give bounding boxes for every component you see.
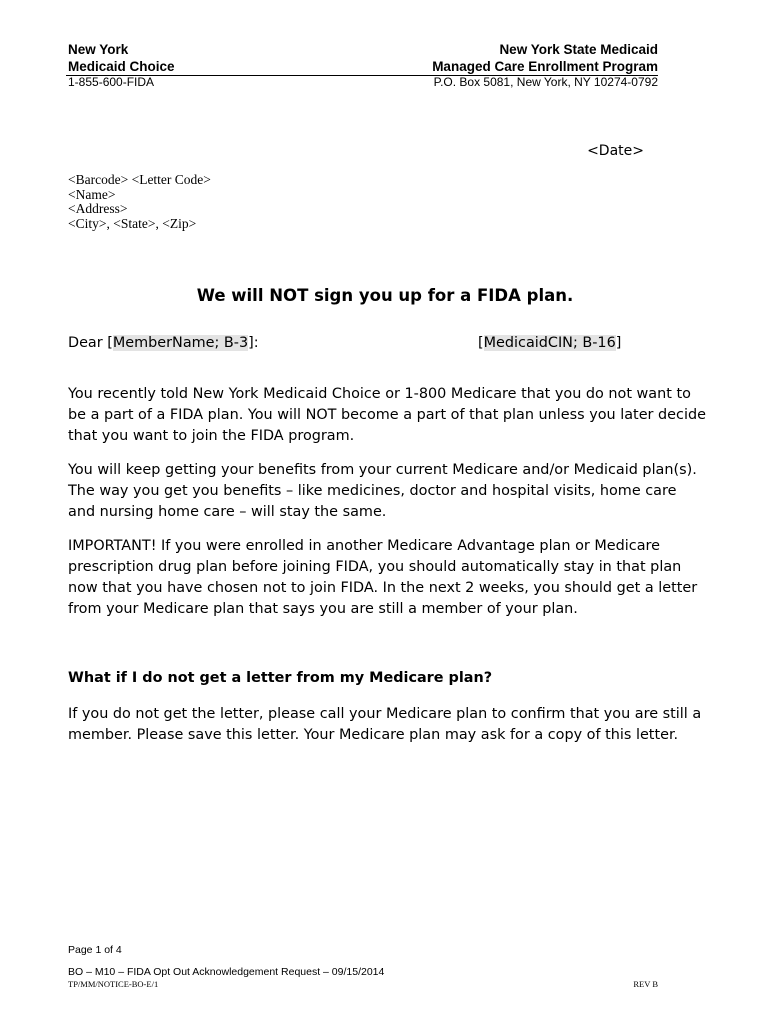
cin-open-bracket: [	[478, 335, 484, 351]
address-line-barcode: <Barcode> <Letter Code>	[68, 172, 211, 187]
program-block	[318, 41, 658, 90]
section-heading: What if I do not get a letter from my Medicare plan?	[68, 670, 493, 686]
paragraph-benefits: You will keep getting your benefits from your current Medicare and/or Medicaid plan(s). The way you get you benefits – like medicines, doctor and hospital visits, home care and nursing home care – will stay the same.	[68, 462, 697, 520]
date-placeholder: <Date>	[587, 143, 644, 159]
form-identifier: BO – M10 – FIDA Opt Out Acknowledgement Request – 09/15/2014	[68, 966, 385, 978]
sender-name-line1: New York	[68, 42, 129, 57]
salutation	[68, 333, 259, 354]
paragraph-no-letter: If you do not get the letter, please call your Medicare plan to confirm that you are still a member. Please save this letter. Your Medicare plan may ask for a copy of this letter.	[68, 706, 702, 743]
address-line-city: <City>, <State>, <Zip>	[68, 215, 197, 231]
sender-phone: 1-855-600-FIDA	[68, 75, 155, 89]
program-name-line2: Managed Care Enrollment Program	[432, 59, 658, 74]
sender-name-line2: Medicaid Choice	[68, 59, 175, 74]
notice-code: TP/MM/NOTICE-BO-E/1	[68, 979, 159, 989]
page-number: Page 1 of 4	[68, 944, 122, 956]
member-name-field: MemberName; B-3	[112, 335, 249, 351]
header-divider	[66, 75, 658, 76]
salutation-suffix: ]:	[248, 335, 259, 351]
recipient-address-block	[68, 173, 211, 231]
address-line-street: <Address>	[68, 201, 128, 217]
medicaid-cin-field: MedicaidCIN; B-16	[483, 335, 616, 351]
paragraph-opt-out: You recently told New York Medicaid Choice or 1-800 Medicare that you do not want to be a part of a FIDA plan. You will NOT become a part of that plan unless you later decide that you want to join the FIDA program.	[68, 386, 706, 444]
salutation-prefix: Dear [	[68, 335, 113, 351]
cin-close-bracket: ]	[615, 335, 622, 351]
medicaid-cin	[478, 333, 621, 354]
letter-title: We will NOT sign you up for a FIDA plan.	[196, 286, 574, 305]
program-address: P.O. Box 5081, New York, NY 10274-0792	[433, 75, 658, 89]
program-name-line1: New York State Medicaid	[499, 42, 658, 57]
revision-label: REV B	[633, 979, 658, 989]
paragraph-important: IMPORTANT! If you were enrolled in another Medicare Advantage plan or Medicare prescription drug plan before joining FIDA, you should automatically stay in that plan now that you have chosen not to join FIDA. In the next 2 weeks, you should get a letter from your Medicare plan that says you are still a member of your plan.	[68, 538, 698, 617]
address-line-name: <Name>	[68, 186, 116, 202]
